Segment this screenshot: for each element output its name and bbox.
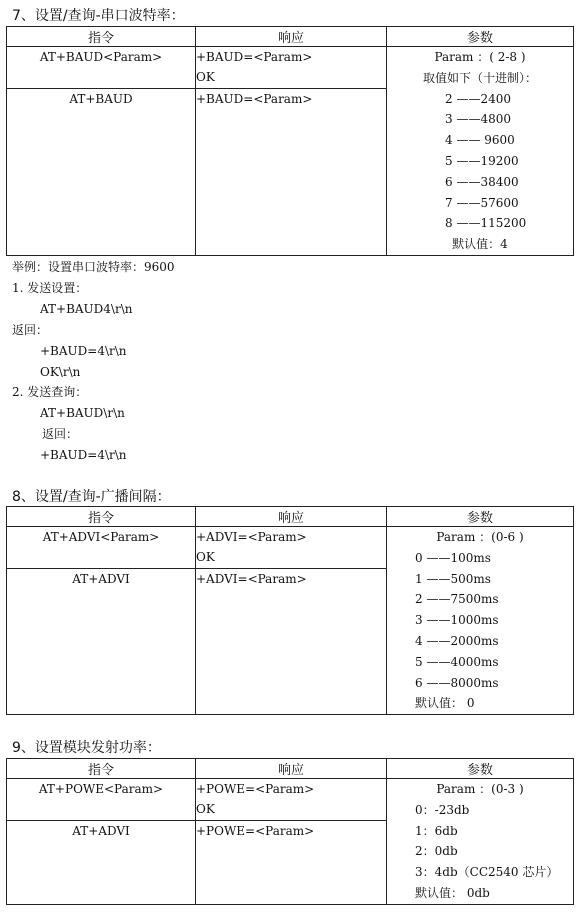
cmd-advi-query: AT+ADVI <box>7 569 196 715</box>
section-8-title: 8、设置/查询-广播间隔： <box>12 489 171 505</box>
section-9-title: 9、设置模块发射功率： <box>12 740 161 756</box>
resp-advi-query: +ADVI=<Param> <box>196 569 387 715</box>
resp-baud-query: +BAUD=<Param> <box>196 89 387 256</box>
cmd-powe-query: AT+ADVI <box>7 821 196 905</box>
header-command: 指令 <box>7 27 196 47</box>
baud-example: 举例：设置串口波特率：9600 1. 发送设置： AT+BAUD4\r\n 返回： +BAUD=4\r\n OK\r\n 2. 发送查询： AT+BAUD\r\n 返回： +BAUD=4\r\n <box>12 260 175 463</box>
param-powe: Param ：(0-3 ) 0：-23db 1：6db 2：0db 3：4db（CC2540 芯片） 默认值： 0db <box>387 779 574 905</box>
advi-command-table <box>6 506 574 715</box>
section-7-title: 7、设置/查询-串口波特率： <box>12 8 185 24</box>
header-response: 响应 <box>196 27 387 47</box>
header-command: 指令 <box>7 507 196 527</box>
resp-powe-query: +POWE=<Param> <box>196 821 387 905</box>
header-param: 参数 <box>387 759 574 779</box>
baud-command-table <box>6 26 574 256</box>
param-advi: Param ：(0-6 ) 0 ——100ms 1 ——500ms 2 ——7500ms 3 ——1000ms 4 ——2000ms 5 ——4000ms 6 ——8000ms 默认值： 0 <box>387 527 574 715</box>
header-param: 参数 <box>387 507 574 527</box>
cmd-advi-set: AT+ADVI<Param> <box>7 527 196 569</box>
header-response: 响应 <box>196 759 387 779</box>
cmd-powe-set: AT+POWE<Param> <box>7 779 196 821</box>
header-response: 响应 <box>196 507 387 527</box>
cmd-baud-set: AT+BAUD<Param> <box>7 47 196 89</box>
resp-baud-set: +BAUD=<Param> OK <box>196 47 387 89</box>
powe-command-table <box>6 758 574 905</box>
resp-powe-set: +POWE=<Param> OK <box>196 779 387 821</box>
header-param: 参数 <box>387 27 574 47</box>
header-command: 指令 <box>7 759 196 779</box>
resp-advi-set: +ADVI=<Param> OK <box>196 527 387 569</box>
cmd-baud-query: AT+BAUD <box>7 89 196 256</box>
param-baud: Param ：( 2-8 ) 取值如下（十进制）： 2 ——2400 3 ——4800 4 —— 9600 5 ——19200 6 ——38400 7 ——57600 8 ——115200 默认值：4 <box>387 47 574 256</box>
